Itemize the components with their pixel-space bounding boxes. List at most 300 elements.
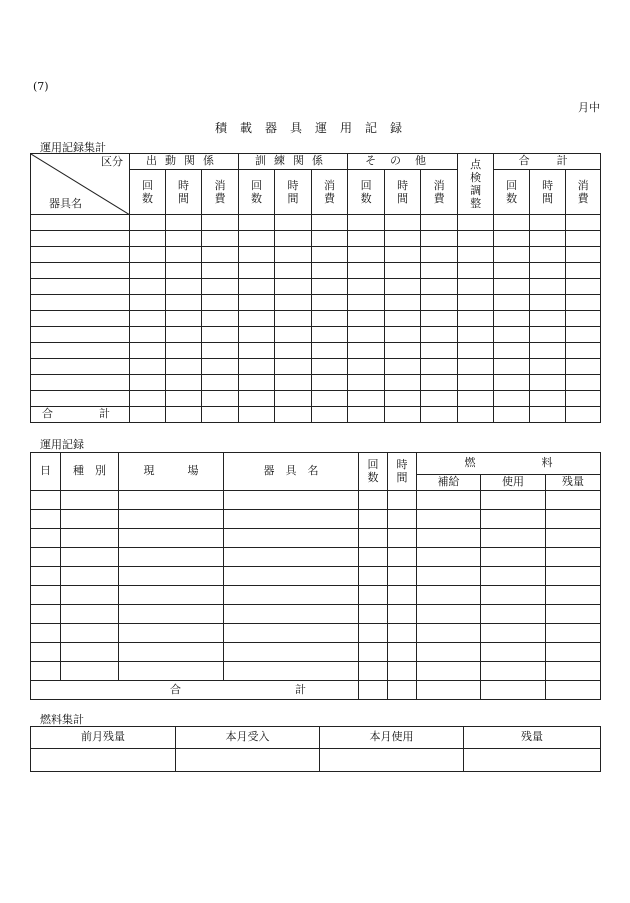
summary-cell[interactable] <box>566 407 601 423</box>
summary-cell[interactable] <box>494 391 530 407</box>
summary-cell[interactable] <box>130 215 166 231</box>
summary-cell[interactable] <box>312 263 348 279</box>
record-cell[interactable] <box>31 567 61 586</box>
summary-cell[interactable] <box>458 343 494 359</box>
summary-cell[interactable] <box>530 279 566 295</box>
summary-cell[interactable] <box>530 231 566 247</box>
summary-cell[interactable] <box>166 343 202 359</box>
record-cell[interactable] <box>359 605 388 624</box>
record-cell[interactable] <box>481 624 546 643</box>
summary-cell[interactable] <box>166 279 202 295</box>
record-cell[interactable] <box>119 567 224 586</box>
summary-cell[interactable] <box>530 375 566 391</box>
summary-cell[interactable] <box>275 295 312 311</box>
summary-cell[interactable] <box>494 327 530 343</box>
record-cell[interactable] <box>388 586 417 605</box>
summary-cell[interactable] <box>202 407 239 423</box>
summary-cell[interactable] <box>421 343 458 359</box>
summary-cell[interactable] <box>130 247 166 263</box>
summary-cell[interactable] <box>275 391 312 407</box>
summary-cell[interactable] <box>458 279 494 295</box>
subheader-cell <box>166 170 202 215</box>
record-cell[interactable] <box>546 662 601 681</box>
record-cell[interactable] <box>119 548 224 567</box>
table-row <box>31 567 601 586</box>
record-cell[interactable] <box>119 529 224 548</box>
table-row <box>31 548 601 567</box>
fuel-cell[interactable] <box>31 749 176 772</box>
record-cell[interactable] <box>388 548 417 567</box>
supply-header: 補給 <box>417 475 481 491</box>
summary-cell[interactable] <box>130 263 166 279</box>
summary-cell[interactable] <box>458 359 494 375</box>
summary-cell[interactable] <box>566 375 601 391</box>
record-cell[interactable] <box>119 662 224 681</box>
summary-cell[interactable] <box>566 263 601 279</box>
summary-cell[interactable] <box>239 407 275 423</box>
summary-cell[interactable] <box>275 407 312 423</box>
record-cell[interactable] <box>417 529 481 548</box>
record-cell[interactable] <box>224 567 359 586</box>
record-cell[interactable] <box>388 624 417 643</box>
table-row <box>31 662 601 681</box>
summary-cell[interactable] <box>202 215 239 231</box>
summary-cell[interactable] <box>385 215 421 231</box>
record-cell[interactable] <box>224 510 359 529</box>
record-cell[interactable] <box>224 548 359 567</box>
record-cell[interactable] <box>224 605 359 624</box>
summary-cell[interactable] <box>239 279 275 295</box>
summary-cell[interactable] <box>494 375 530 391</box>
record-cell[interactable] <box>61 491 119 510</box>
summary-cell[interactable] <box>421 375 458 391</box>
summary-cell[interactable] <box>275 247 312 263</box>
summary-cell[interactable] <box>385 343 421 359</box>
summary-cell[interactable] <box>421 215 458 231</box>
summary-cell[interactable] <box>566 311 601 327</box>
summary-cell[interactable] <box>31 311 130 327</box>
summary-cell[interactable] <box>275 263 312 279</box>
summary-cell[interactable] <box>275 375 312 391</box>
summary-cell[interactable] <box>130 359 166 375</box>
summary-cell[interactable] <box>312 279 348 295</box>
summary-cell[interactable] <box>202 279 239 295</box>
record-cell[interactable] <box>61 624 119 643</box>
record-cell[interactable] <box>359 643 388 662</box>
record-cell[interactable] <box>359 491 388 510</box>
summary-cell[interactable] <box>312 247 348 263</box>
summary-cell[interactable] <box>202 327 239 343</box>
record-cell[interactable] <box>481 510 546 529</box>
summary-cell[interactable] <box>166 359 202 375</box>
summary-cell[interactable] <box>385 407 421 423</box>
summary-cell[interactable] <box>130 295 166 311</box>
summary-cell[interactable] <box>166 215 202 231</box>
summary-cell[interactable] <box>202 247 239 263</box>
summary-cell[interactable] <box>202 263 239 279</box>
summary-cell[interactable] <box>239 295 275 311</box>
record-cell[interactable] <box>546 491 601 510</box>
summary-cell[interactable] <box>530 311 566 327</box>
record-cell[interactable] <box>359 529 388 548</box>
summary-cell[interactable] <box>385 231 421 247</box>
summary-cell[interactable] <box>348 295 385 311</box>
record-cell[interactable] <box>417 491 481 510</box>
summary-cell[interactable] <box>239 247 275 263</box>
record-cell[interactable] <box>546 548 601 567</box>
record-cell[interactable] <box>224 529 359 548</box>
record-cell[interactable] <box>61 643 119 662</box>
summary-cell[interactable] <box>494 311 530 327</box>
record-cell[interactable] <box>481 643 546 662</box>
table-row <box>31 605 601 624</box>
summary-cell[interactable] <box>458 407 494 423</box>
record-cell[interactable] <box>31 643 61 662</box>
record-cell[interactable] <box>224 662 359 681</box>
summary-cell[interactable] <box>130 231 166 247</box>
record-cell[interactable] <box>359 510 388 529</box>
subheader-cell <box>312 170 348 215</box>
record-cell[interactable] <box>224 491 359 510</box>
summary-cell[interactable] <box>31 391 130 407</box>
record-cell[interactable] <box>388 662 417 681</box>
summary-cell[interactable] <box>348 391 385 407</box>
record-cell[interactable] <box>388 567 417 586</box>
record-cell[interactable] <box>481 548 546 567</box>
record-cell[interactable] <box>31 548 61 567</box>
summary-cell[interactable] <box>421 327 458 343</box>
record-cell[interactable] <box>388 510 417 529</box>
corner-top-label: 区分 <box>101 155 123 168</box>
summary-cell[interactable] <box>239 311 275 327</box>
fuel-cell[interactable] <box>176 749 320 772</box>
summary-cell[interactable] <box>275 359 312 375</box>
summary-cell[interactable] <box>275 215 312 231</box>
summary-cell[interactable] <box>166 311 202 327</box>
summary-cell[interactable] <box>239 327 275 343</box>
summary-cell[interactable] <box>494 247 530 263</box>
summary-cell[interactable] <box>530 359 566 375</box>
record-cell[interactable] <box>359 681 388 700</box>
record-cell[interactable] <box>31 510 61 529</box>
record-cell[interactable] <box>481 529 546 548</box>
summary-cell[interactable] <box>202 231 239 247</box>
summary-cell[interactable] <box>530 295 566 311</box>
table-row <box>31 586 601 605</box>
summary-cell[interactable] <box>130 391 166 407</box>
summary-cell[interactable] <box>530 327 566 343</box>
summary-cell[interactable] <box>239 215 275 231</box>
record-cell[interactable] <box>119 605 224 624</box>
summary-cell[interactable] <box>458 231 494 247</box>
record-cell[interactable] <box>546 643 601 662</box>
record-cell[interactable] <box>481 567 546 586</box>
record-cell[interactable] <box>546 586 601 605</box>
record-cell[interactable] <box>359 662 388 681</box>
record-cell[interactable] <box>224 643 359 662</box>
summary-cell[interactable] <box>31 343 130 359</box>
record-cell[interactable] <box>31 624 61 643</box>
summary-cell[interactable] <box>385 311 421 327</box>
record-cell[interactable] <box>388 491 417 510</box>
summary-cell[interactable] <box>348 343 385 359</box>
summary-cell[interactable] <box>239 375 275 391</box>
summary-cell[interactable] <box>31 375 130 391</box>
summary-cell[interactable] <box>566 231 601 247</box>
record-cell[interactable] <box>31 491 61 510</box>
summary-section-label: 運用記録集計 <box>40 141 106 154</box>
summary-cell[interactable] <box>202 375 239 391</box>
summary-cell[interactable] <box>458 215 494 231</box>
summary-cell[interactable] <box>494 231 530 247</box>
table-row <box>31 295 601 311</box>
summary-cell[interactable] <box>530 215 566 231</box>
record-cell[interactable] <box>388 605 417 624</box>
summary-cell[interactable] <box>130 343 166 359</box>
record-cell[interactable] <box>417 510 481 529</box>
table-row <box>31 263 601 279</box>
summary-cell[interactable] <box>566 295 601 311</box>
record-cell[interactable] <box>119 491 224 510</box>
summary-cell[interactable] <box>312 391 348 407</box>
summary-cell[interactable] <box>31 359 130 375</box>
summary-cell[interactable] <box>166 327 202 343</box>
summary-cell[interactable] <box>348 375 385 391</box>
summary-cell[interactable] <box>239 231 275 247</box>
summary-cell[interactable] <box>566 215 601 231</box>
summary-cell[interactable] <box>566 327 601 343</box>
record-cell[interactable] <box>31 662 61 681</box>
summary-cell[interactable] <box>31 327 130 343</box>
summary-cell[interactable] <box>530 343 566 359</box>
summary-cell[interactable] <box>348 263 385 279</box>
summary-cell[interactable] <box>239 359 275 375</box>
record-cell[interactable] <box>224 624 359 643</box>
record-cell[interactable] <box>31 605 61 624</box>
summary-cell[interactable] <box>202 311 239 327</box>
record-cell[interactable] <box>546 567 601 586</box>
record-cell[interactable] <box>61 586 119 605</box>
summary-cell[interactable] <box>530 391 566 407</box>
summary-cell[interactable] <box>166 295 202 311</box>
summary-cell[interactable] <box>385 359 421 375</box>
record-cell[interactable] <box>417 586 481 605</box>
record-cell[interactable] <box>359 567 388 586</box>
summary-cell[interactable] <box>494 343 530 359</box>
record-cell[interactable] <box>417 548 481 567</box>
summary-cell[interactable] <box>312 375 348 391</box>
record-cell[interactable] <box>481 662 546 681</box>
record-cell[interactable] <box>61 605 119 624</box>
record-cell[interactable] <box>388 643 417 662</box>
summary-cell[interactable] <box>348 215 385 231</box>
record-cell[interactable] <box>388 529 417 548</box>
record-cell[interactable] <box>546 681 601 700</box>
summary-cell[interactable] <box>130 375 166 391</box>
record-cell[interactable] <box>388 681 417 700</box>
summary-cell[interactable] <box>566 343 601 359</box>
record-cell[interactable] <box>481 586 546 605</box>
subheader-cell <box>421 170 458 215</box>
summary-cell[interactable] <box>566 247 601 263</box>
summary-cell[interactable] <box>348 247 385 263</box>
record-cell[interactable] <box>61 567 119 586</box>
summary-cell[interactable] <box>166 375 202 391</box>
record-cell[interactable] <box>481 605 546 624</box>
summary-cell[interactable] <box>166 231 202 247</box>
summary-cell[interactable] <box>530 247 566 263</box>
summary-cell[interactable] <box>494 407 530 423</box>
record-cell[interactable] <box>546 529 601 548</box>
summary-cell[interactable] <box>348 279 385 295</box>
record-cell[interactable] <box>61 662 119 681</box>
record-cell[interactable] <box>359 586 388 605</box>
summary-cell[interactable] <box>31 247 130 263</box>
subheader-cell <box>494 170 530 215</box>
record-cell[interactable] <box>546 624 601 643</box>
summary-cell[interactable] <box>494 295 530 311</box>
summary-cell[interactable] <box>458 295 494 311</box>
summary-cell[interactable] <box>566 391 601 407</box>
summary-cell[interactable] <box>348 407 385 423</box>
summary-cell[interactable] <box>385 279 421 295</box>
summary-cell[interactable] <box>494 263 530 279</box>
record-cell[interactable] <box>119 586 224 605</box>
summary-cell[interactable] <box>31 263 130 279</box>
summary-cell[interactable] <box>421 295 458 311</box>
summary-cell[interactable] <box>458 263 494 279</box>
summary-cell[interactable] <box>421 263 458 279</box>
summary-cell[interactable] <box>312 295 348 311</box>
summary-cell[interactable] <box>348 311 385 327</box>
summary-cell[interactable] <box>421 247 458 263</box>
summary-cell[interactable] <box>312 311 348 327</box>
record-cell[interactable] <box>359 624 388 643</box>
summary-cell[interactable] <box>202 359 239 375</box>
summary-cell[interactable] <box>275 311 312 327</box>
summary-cell[interactable] <box>458 311 494 327</box>
summary-cell[interactable] <box>275 231 312 247</box>
summary-cell[interactable] <box>202 295 239 311</box>
record-cell[interactable] <box>31 586 61 605</box>
record-cell[interactable] <box>61 548 119 567</box>
summary-cell[interactable] <box>166 407 202 423</box>
record-cell[interactable] <box>61 510 119 529</box>
summary-cell[interactable] <box>385 295 421 311</box>
summary-cell[interactable] <box>275 327 312 343</box>
summary-cell[interactable] <box>312 407 348 423</box>
summary-cell[interactable] <box>31 231 130 247</box>
summary-cell[interactable] <box>202 391 239 407</box>
subheader-label: 回数 <box>142 178 153 205</box>
summary-cell[interactable] <box>385 327 421 343</box>
summary-cell[interactable] <box>566 359 601 375</box>
summary-cell[interactable] <box>458 391 494 407</box>
summary-cell[interactable] <box>530 263 566 279</box>
fuel-cell[interactable] <box>464 749 601 772</box>
summary-cell[interactable] <box>348 359 385 375</box>
summary-cell[interactable] <box>566 279 601 295</box>
record-cell[interactable] <box>546 510 601 529</box>
summary-cell[interactable] <box>458 375 494 391</box>
table-row <box>31 643 601 662</box>
summary-cell[interactable] <box>239 391 275 407</box>
summary-cell[interactable] <box>421 311 458 327</box>
summary-cell[interactable] <box>385 375 421 391</box>
summary-cell[interactable] <box>385 391 421 407</box>
record-cell[interactable] <box>61 529 119 548</box>
summary-cell[interactable] <box>458 247 494 263</box>
summary-cell[interactable] <box>421 279 458 295</box>
summary-cell[interactable] <box>130 407 166 423</box>
summary-cell[interactable] <box>312 231 348 247</box>
summary-cell[interactable] <box>458 327 494 343</box>
summary-cell[interactable] <box>385 263 421 279</box>
summary-cell[interactable] <box>421 391 458 407</box>
summary-cell[interactable] <box>130 327 166 343</box>
record-cell[interactable] <box>417 567 481 586</box>
fuel-cell[interactable] <box>320 749 464 772</box>
record-cell[interactable] <box>119 510 224 529</box>
summary-cell[interactable] <box>494 215 530 231</box>
summary-cell[interactable] <box>421 407 458 423</box>
summary-cell[interactable] <box>421 231 458 247</box>
record-cell[interactable] <box>119 643 224 662</box>
table-row <box>31 311 601 327</box>
summary-cell[interactable] <box>530 407 566 423</box>
record-cell[interactable] <box>417 643 481 662</box>
summary-cell[interactable] <box>166 247 202 263</box>
record-cell[interactable] <box>546 605 601 624</box>
summary-cell[interactable] <box>348 327 385 343</box>
summary-cell[interactable] <box>275 343 312 359</box>
summary-cell[interactable] <box>312 359 348 375</box>
summary-cell[interactable] <box>312 343 348 359</box>
record-cell[interactable] <box>359 548 388 567</box>
record-cell[interactable] <box>417 624 481 643</box>
summary-cell[interactable] <box>130 279 166 295</box>
record-cell[interactable] <box>417 662 481 681</box>
summary-cell[interactable] <box>275 279 312 295</box>
summary-cell[interactable] <box>239 263 275 279</box>
inspection-label: 点検調整 <box>470 157 482 210</box>
record-cell[interactable] <box>224 586 359 605</box>
corner-bottom-label: 器具名 <box>49 196 82 210</box>
summary-cell[interactable] <box>31 295 130 311</box>
record-cell[interactable] <box>417 681 481 700</box>
summary-cell[interactable] <box>312 327 348 343</box>
summary-cell[interactable] <box>166 263 202 279</box>
summary-cell[interactable] <box>494 279 530 295</box>
summary-cell[interactable] <box>31 215 130 231</box>
summary-cell[interactable] <box>385 247 421 263</box>
record-cell[interactable] <box>481 491 546 510</box>
record-cell[interactable] <box>481 681 546 700</box>
record-cell[interactable] <box>119 624 224 643</box>
summary-cell[interactable] <box>166 391 202 407</box>
summary-cell[interactable] <box>348 231 385 247</box>
summary-cell[interactable] <box>239 343 275 359</box>
summary-cell[interactable] <box>312 215 348 231</box>
fuel-header-used: 本月使用 <box>320 727 464 749</box>
record-cell[interactable] <box>417 605 481 624</box>
summary-cell[interactable] <box>421 359 458 375</box>
summary-cell[interactable] <box>31 279 130 295</box>
record-cell[interactable] <box>31 529 61 548</box>
summary-cell[interactable] <box>202 343 239 359</box>
summary-cell[interactable] <box>130 311 166 327</box>
summary-cell[interactable] <box>494 359 530 375</box>
